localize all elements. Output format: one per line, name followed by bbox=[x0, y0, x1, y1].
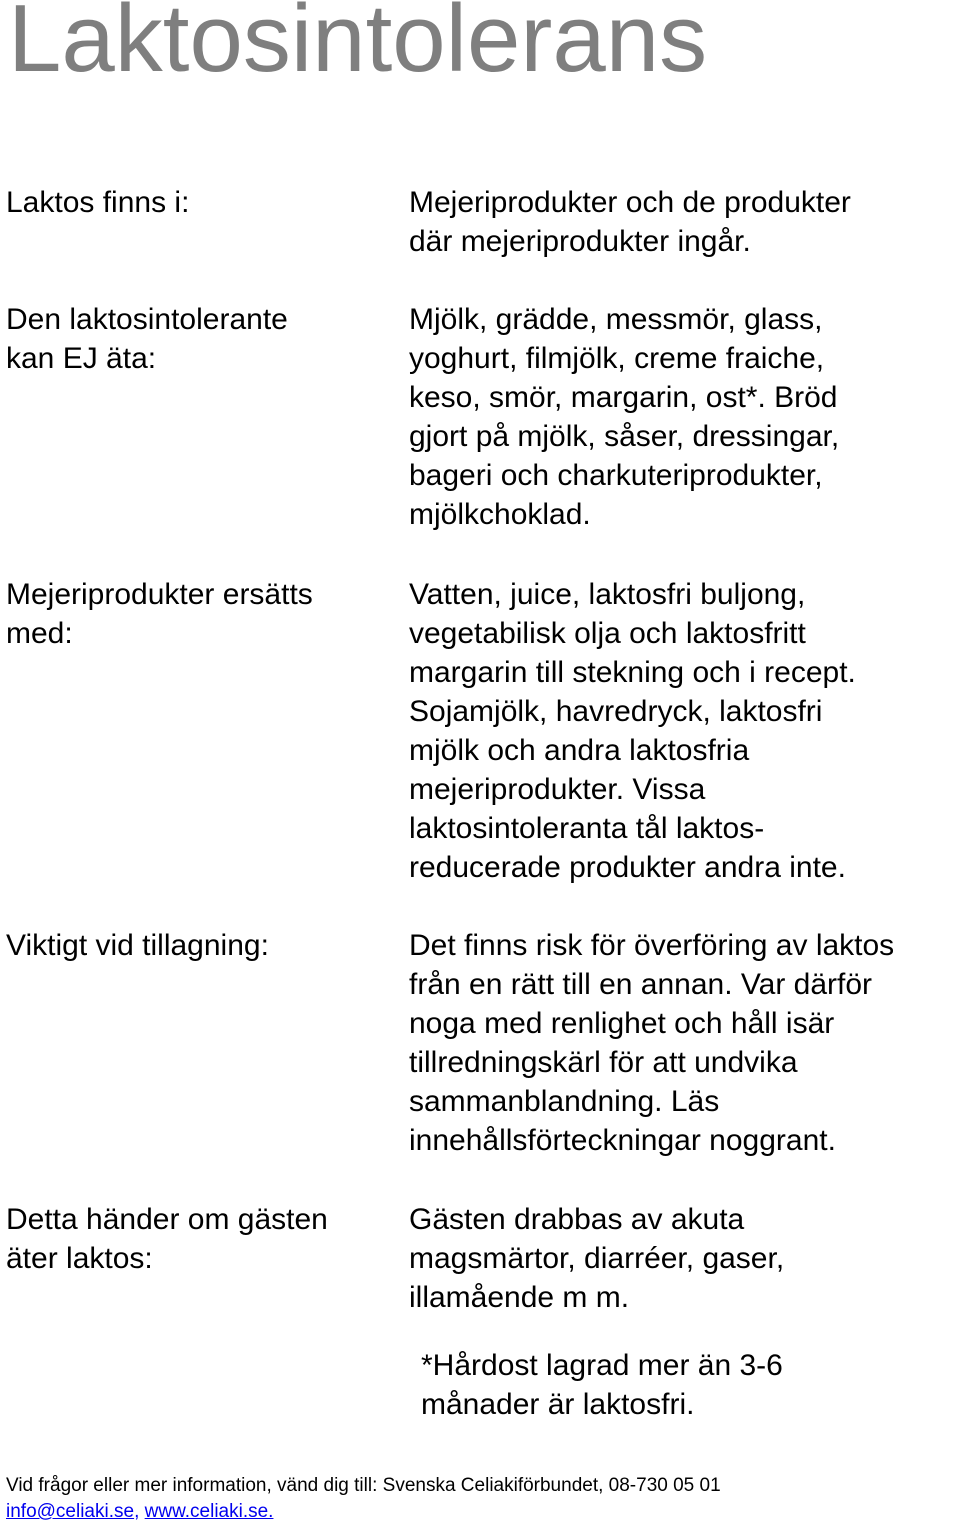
row-label bbox=[6, 183, 391, 222]
value-line: gjort på mjölk, såser, dressingar, bbox=[409, 420, 840, 453]
label-line: Viktigt vid tillagning: bbox=[6, 929, 269, 962]
value-line: bageri och charkuteriprodukter, bbox=[409, 459, 823, 492]
footer bbox=[6, 1473, 721, 1525]
row-value bbox=[409, 926, 960, 1160]
value-line: laktosintoleranta tål laktos- bbox=[409, 812, 765, 845]
row-label bbox=[6, 300, 391, 378]
value-line: sammanblandning. Läs bbox=[409, 1085, 720, 1118]
value-line: reducerade produkter andra inte. bbox=[409, 851, 846, 884]
label-line: Den laktosintolerante bbox=[6, 303, 288, 336]
row-value bbox=[409, 300, 960, 534]
value-line: där mejeriprodukter ingår. bbox=[409, 225, 751, 258]
row-value bbox=[409, 575, 960, 887]
label-line: äter laktos: bbox=[6, 1242, 153, 1275]
value-line: magsmärtor, diarréer, gaser, bbox=[409, 1242, 785, 1275]
value-line: Mejeriprodukter och de produkter bbox=[409, 186, 851, 219]
footnote bbox=[421, 1346, 783, 1424]
label-line: Laktos finns i: bbox=[6, 186, 190, 219]
value-line: illamående m m. bbox=[409, 1281, 630, 1314]
row-label bbox=[6, 575, 391, 653]
value-line: noga med renlighet och håll isär bbox=[409, 1007, 835, 1040]
row-label bbox=[6, 1200, 391, 1278]
email-link[interactable]: info@celiaki.se bbox=[6, 1501, 135, 1522]
label-line: Mejeriprodukter ersätts bbox=[6, 578, 313, 611]
footer-links bbox=[6, 1499, 721, 1525]
value-line: Det finns risk för överföring av laktos bbox=[409, 929, 895, 962]
row-value bbox=[409, 183, 960, 261]
value-line: keso, smör, margarin, ost*. Bröd bbox=[409, 381, 838, 414]
value-line: vegetabilisk olja och laktosfritt bbox=[409, 617, 806, 650]
link-separator: , bbox=[134, 1501, 145, 1522]
footer-contact-text: Vid frågor eller mer information, vänd dig till: Svenska Celiakiförbundet, 08-730 05 01 bbox=[6, 1475, 721, 1496]
footnote-line: *Hårdost lagrad mer än 3-6 bbox=[421, 1349, 783, 1382]
footnote-line: månader är laktosfri. bbox=[421, 1388, 695, 1421]
value-line: från en rätt till en annan. Var därför bbox=[409, 968, 873, 1001]
value-line: yoghurt, filmjölk, creme fraiche, bbox=[409, 342, 825, 375]
label-line: kan EJ äta: bbox=[6, 342, 157, 375]
row-value bbox=[409, 1200, 960, 1317]
value-line: mjölk och andra laktosfria bbox=[409, 734, 750, 767]
value-line: Sojamjölk, havredryck, laktosfri bbox=[409, 695, 823, 728]
value-line: Gästen drabbas av akuta bbox=[409, 1203, 745, 1236]
page-title: Laktosintolerans bbox=[8, 0, 708, 92]
value-line: margarin till stekning och i recept. bbox=[409, 656, 856, 689]
label-line: Detta händer om gästen bbox=[6, 1203, 328, 1236]
value-line: mjölkchoklad. bbox=[409, 498, 591, 531]
value-line: innehållsförteckningar noggrant. bbox=[409, 1124, 836, 1157]
value-line: Vatten, juice, laktosfri buljong, bbox=[409, 578, 806, 611]
value-line: Mjölk, grädde, messmör, glass, bbox=[409, 303, 823, 336]
row-label bbox=[6, 926, 391, 965]
website-link[interactable]: www.celiaki.se. bbox=[144, 1501, 274, 1522]
value-line: tillredningskärl för att undvika bbox=[409, 1046, 798, 1079]
value-line: mejeriprodukter. Vissa bbox=[409, 773, 706, 806]
label-line: med: bbox=[6, 617, 73, 650]
